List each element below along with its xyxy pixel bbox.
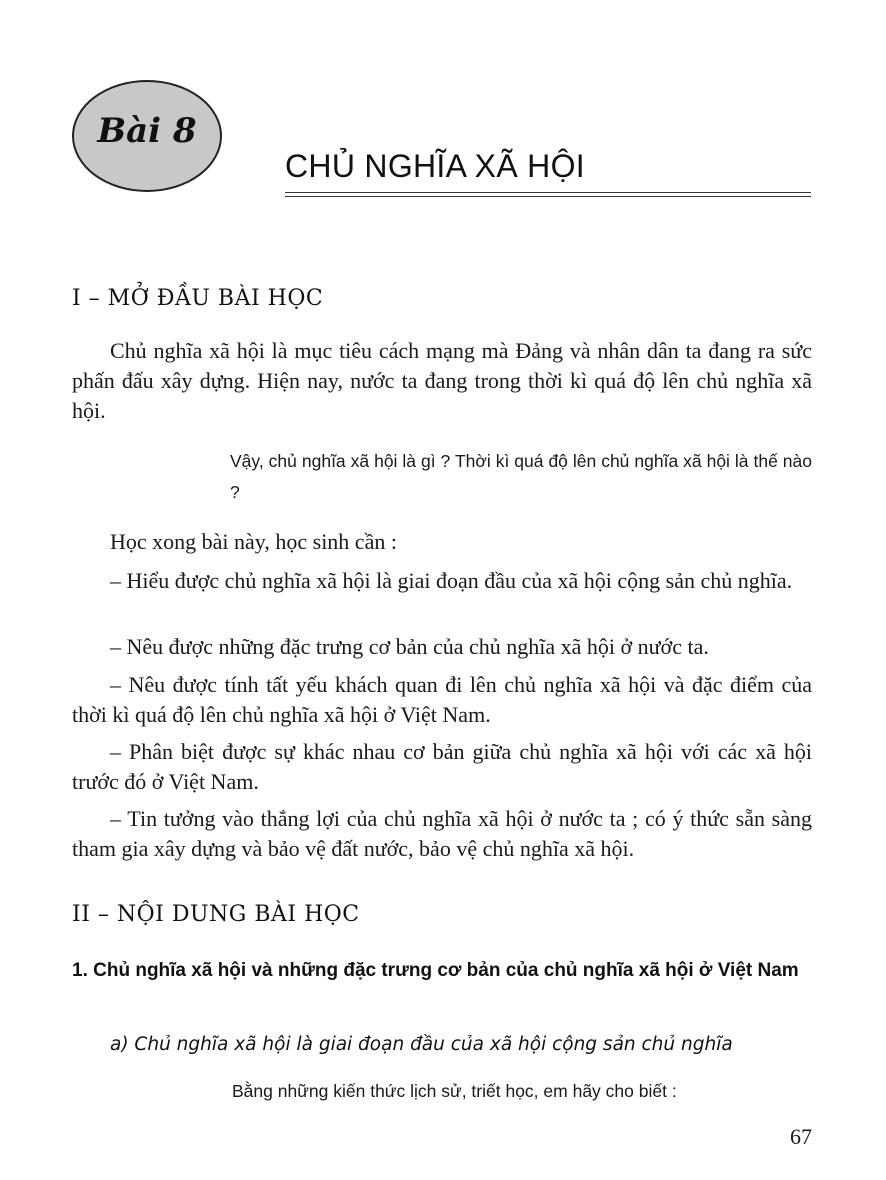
lesson-number: Bài 8: [97, 111, 197, 151]
title-underline-divider: [285, 192, 811, 197]
discussion-prompt: Bằng những kiến thức lịch sử, triết học, em hãy cho biết :: [232, 1081, 677, 1101]
objectives-lead: Học xong bài này, học sinh cần :: [110, 529, 397, 554]
objective-item: – Nêu được những đặc trưng cơ bản của chủ nghĩa xã hội ở nước ta.: [110, 634, 709, 659]
intro-paragraph: Chủ nghĩa xã hội là mục tiêu cách mạng mà Đảng và nhân dân ta đang ra sức phấn đấu xây dựng. Hiện nay, nước ta đang trong thời kì quá độ lên chủ nghĩa xã hội.: [72, 338, 812, 423]
subsection-heading-text: 1. Chủ nghĩa xã hội và những đặc trưng cơ bản của chủ nghĩa xã hội ở Việt Nam: [72, 960, 799, 981]
lesson-badge: [72, 80, 222, 192]
section-heading-content: II – NỘI DUNG BÀI HỌC: [72, 902, 360, 927]
objective-item: – Hiểu được chủ nghĩa xã hội là giai đoạn đầu của xã hội cộng sản chủ nghĩa.: [110, 568, 793, 593]
objective-item: – Phân biệt được sự khác nhau cơ bản giữa chủ nghĩa xã hội với các xã hội trước đó ở Việt Nam.: [72, 739, 812, 794]
objective-item: – Tin tưởng vào thắng lợi của chủ nghĩa xã hội ở nước ta ; có ý thức sẵn sàng tham gia xây dựng và bảo vệ đất nước, bảo vệ chủ nghĩa xã hội.: [72, 806, 812, 861]
objective-item: – Nêu được tính tất yếu khách quan đi lên chủ nghĩa xã hội và đặc điểm của thời kì quá độ lên chủ nghĩa xã hội ở Việt Nam.: [72, 672, 812, 727]
subsubsection-heading: a) Chủ nghĩa xã hội là giai đoạn đầu của xã hội cộng sản chủ nghĩa: [110, 1034, 733, 1055]
page-number: 67: [790, 1124, 812, 1149]
guiding-question: Vậy, chủ nghĩa xã hội là gì ? Thời kì quá độ lên chủ nghĩa xã hội là thế nào ?: [230, 451, 812, 502]
section-heading-intro: I – MỞ ĐẦU BÀI HỌC: [72, 286, 324, 311]
subsection-heading: [72, 956, 812, 985]
chapter-title: CHỦ NGHĨA XÃ HỘI: [285, 148, 585, 184]
